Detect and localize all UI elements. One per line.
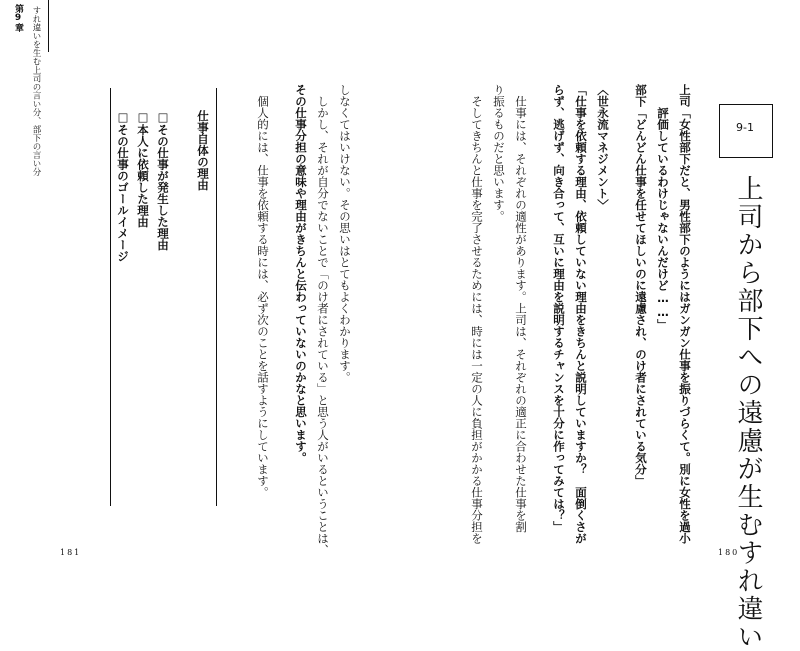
section-number: 9-1	[736, 121, 754, 134]
body-paragraph-line3: そしてきちんと仕事を完了させるためには、時には一定の人に負担がかかる仕事分担を	[470, 84, 484, 544]
list-item: □その仕事が発生した理由	[156, 110, 170, 251]
body-paragraph-line5: しかし、それが自分でないことで「のけ者にされている」と思う人がいるということは、	[316, 84, 330, 556]
running-title: すれ違いを生む上司の言い分、部下の言い分	[31, 6, 41, 176]
body-paragraph-line2: り振るものだと思います。	[492, 84, 506, 222]
management-heading: 〈世永流マネジメント〉	[596, 84, 610, 211]
chapter-label: 第9章	[13, 4, 23, 32]
body-paragraph-line4: しなくてはいけない。その思いはとてもよくわかります。	[338, 84, 352, 383]
body-paragraph-line6: その仕事分担の意味や理由がきちんと伝わっていないのかなと思います。	[294, 84, 308, 464]
dialogue-boss-line2: 評価しているわけじゃないんだけど……」	[656, 84, 670, 331]
dialogue-boss-line1: 上司「女性部下だと、男性部下のようにはガンガン仕事を振りづらくて。別に女性を過小	[678, 84, 692, 544]
list-heading: 仕事自体の理由	[196, 110, 210, 191]
body-paragraph-line7: 個人的には、仕事を依頼する時には、必ず次のことを話すようにしています。	[256, 84, 270, 498]
list-item: □本人に依頼した理由	[136, 110, 150, 228]
dialogue-subordinate: 部下「どんどん仕事を任せてほしいのに遠慮され、のけ者にされている気分」	[634, 84, 648, 487]
body-paragraph-line1: 仕事には、それぞれの適性があります。上司は、それぞれの適正に合わせた仕事を割	[514, 84, 528, 533]
management-advice-line2: らず、逃げず、向き合って、互いに理由を説明するチャンスを十分に作ってみては？」	[552, 84, 566, 533]
list-item: □その仕事のゴールイメージ	[116, 110, 130, 262]
page-number-right: 180	[718, 548, 740, 557]
section-title: 上司から部下への遠慮が生むすれ違い	[733, 175, 763, 651]
management-advice-line1: 「仕事を依頼する理由、依頼していない理由をきちんと説明していますか？ 面倒くさが	[574, 84, 588, 544]
page-number-left: 181	[60, 548, 82, 557]
